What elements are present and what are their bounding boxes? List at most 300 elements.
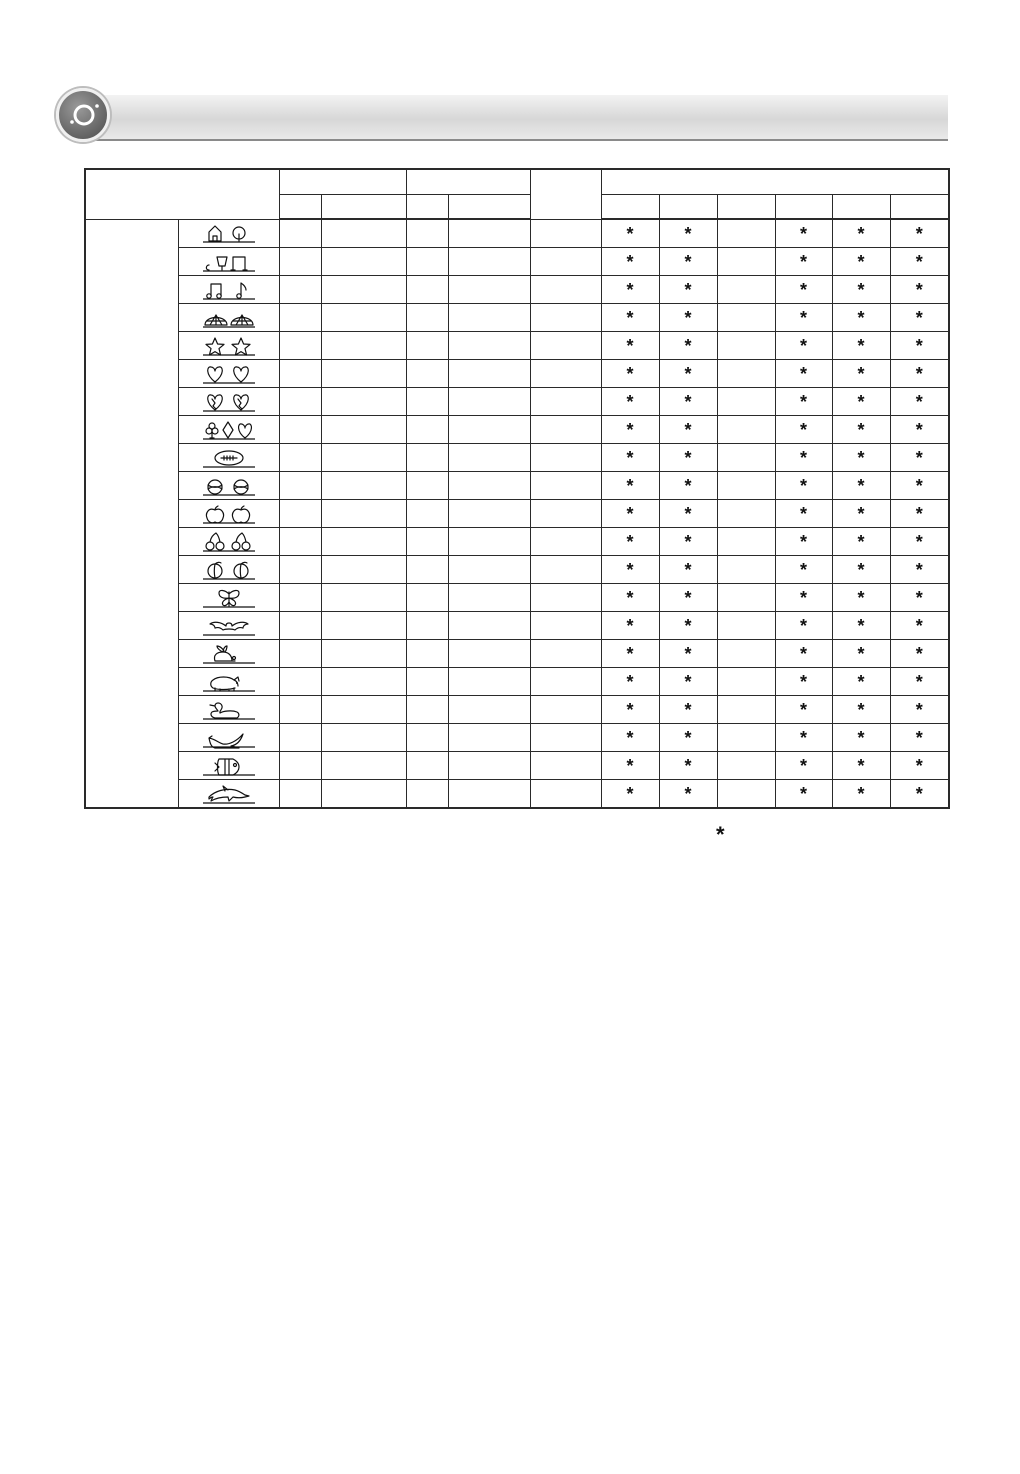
pig-icon <box>201 670 257 690</box>
star-mark: * <box>890 584 949 612</box>
star-mark: * <box>890 276 949 304</box>
star-mark: * <box>775 500 832 528</box>
star-mark: * <box>601 416 659 444</box>
table-row <box>85 444 949 472</box>
empty-cell <box>448 780 530 809</box>
star-mark: * <box>890 332 949 360</box>
table-row <box>85 388 949 416</box>
star-mark: * <box>890 388 949 416</box>
star-mark: * <box>659 332 717 360</box>
star-mark: * <box>832 388 890 416</box>
hearts-icon <box>201 362 257 382</box>
star-mark: * <box>832 416 890 444</box>
star-mark: * <box>775 219 832 248</box>
empty-cell <box>321 752 406 780</box>
empty-cell <box>717 696 775 724</box>
empty-cell <box>530 612 601 640</box>
empty-cell <box>406 696 448 724</box>
header-bar <box>86 95 948 141</box>
star-mark: * <box>775 584 832 612</box>
header-cell <box>406 169 530 195</box>
empty-cell <box>448 304 530 332</box>
empty-cell <box>406 332 448 360</box>
star-mark: * <box>659 500 717 528</box>
star-mark: * <box>659 360 717 388</box>
symbol-cell <box>178 668 279 696</box>
empty-cell <box>717 668 775 696</box>
empty-cell <box>406 668 448 696</box>
star-mark: * <box>659 248 717 276</box>
empty-cell <box>448 668 530 696</box>
footnote-star: * <box>716 822 725 847</box>
empty-cell <box>448 332 530 360</box>
empty-cell <box>279 612 321 640</box>
empty-cell <box>321 304 406 332</box>
star-mark: * <box>832 584 890 612</box>
empty-cell <box>406 640 448 668</box>
empty-cell <box>321 248 406 276</box>
empty-cell <box>530 780 601 809</box>
empty-cell <box>321 416 406 444</box>
star-mark: * <box>832 668 890 696</box>
empty-cell <box>321 640 406 668</box>
star-mark: * <box>659 556 717 584</box>
symbol-cell <box>178 332 279 360</box>
star-mark: * <box>601 584 659 612</box>
empty-cell <box>448 528 530 556</box>
empty-cell <box>448 416 530 444</box>
star-mark: * <box>601 696 659 724</box>
empty-cell <box>530 584 601 612</box>
star-mark: * <box>775 752 832 780</box>
empty-cell <box>406 612 448 640</box>
empty-cell <box>717 556 775 584</box>
empty-cell <box>279 444 321 472</box>
empty-cell <box>406 248 448 276</box>
empty-cell <box>406 219 448 248</box>
star-mark: * <box>601 248 659 276</box>
star-mark: * <box>890 528 949 556</box>
table-row <box>85 612 949 640</box>
star-mark: * <box>775 640 832 668</box>
star-mark: * <box>775 780 832 809</box>
star-mark: * <box>775 472 832 500</box>
empty-cell <box>530 416 601 444</box>
star-mark: * <box>659 752 717 780</box>
star-mark: * <box>601 360 659 388</box>
star-mark: * <box>775 360 832 388</box>
star-mark: * <box>659 696 717 724</box>
empty-cell <box>530 556 601 584</box>
empty-cell <box>717 444 775 472</box>
star-mark: * <box>775 416 832 444</box>
empty-cell <box>279 584 321 612</box>
category-cell <box>85 219 178 808</box>
empty-cell <box>717 219 775 248</box>
subheader-cell <box>717 195 775 220</box>
star-mark: * <box>659 668 717 696</box>
star-mark: * <box>775 248 832 276</box>
empty-cell <box>717 500 775 528</box>
symbol-cell <box>178 416 279 444</box>
empty-cell <box>406 584 448 612</box>
symbol-cell <box>178 696 279 724</box>
star-mark: * <box>601 304 659 332</box>
empty-cell <box>279 528 321 556</box>
house-tree-icon <box>201 222 257 242</box>
empty-cell <box>448 388 530 416</box>
empty-cell <box>717 612 775 640</box>
star-mark: * <box>890 724 949 752</box>
symbol-cell <box>178 444 279 472</box>
empty-cell <box>321 500 406 528</box>
empty-cell <box>279 696 321 724</box>
empty-cell <box>406 304 448 332</box>
star-mark: * <box>890 696 949 724</box>
symbol-cell <box>178 472 279 500</box>
star-mark: * <box>601 668 659 696</box>
empty-cell <box>279 332 321 360</box>
symbol-cell <box>178 219 279 248</box>
symbol-cell <box>178 360 279 388</box>
star-mark: * <box>890 472 949 500</box>
star-mark: * <box>601 472 659 500</box>
empty-cell <box>530 668 601 696</box>
empty-cell <box>717 304 775 332</box>
symbol-table <box>84 168 950 809</box>
empty-cell <box>321 528 406 556</box>
empty-cell <box>530 444 601 472</box>
star-mark: * <box>659 219 717 248</box>
star-mark: * <box>832 500 890 528</box>
symbol-cell <box>178 612 279 640</box>
star-mark: * <box>775 444 832 472</box>
empty-cell <box>279 304 321 332</box>
empty-cell <box>406 444 448 472</box>
empty-cell <box>448 724 530 752</box>
empty-cell <box>448 612 530 640</box>
empty-cell <box>279 640 321 668</box>
star-mark: * <box>890 556 949 584</box>
star-mark: * <box>832 332 890 360</box>
symbol-cell <box>178 584 279 612</box>
table-row <box>85 219 949 248</box>
table-row <box>85 472 949 500</box>
header-row-1 <box>85 169 949 195</box>
empty-cell <box>530 752 601 780</box>
table-row <box>85 248 949 276</box>
broken-hearts-icon <box>201 390 257 410</box>
star-mark: * <box>832 248 890 276</box>
empty-cell <box>530 360 601 388</box>
duck-icon <box>201 698 257 718</box>
empty-cell <box>448 219 530 248</box>
star-mark: * <box>890 668 949 696</box>
empty-cell <box>717 640 775 668</box>
empty-cell <box>406 556 448 584</box>
symbol-cell <box>178 304 279 332</box>
table-row <box>85 668 949 696</box>
star-mark: * <box>775 696 832 724</box>
empty-cell <box>530 388 601 416</box>
table-row <box>85 752 949 780</box>
star-mark: * <box>832 696 890 724</box>
table-row <box>85 640 949 668</box>
subheader-cell <box>775 195 832 220</box>
star-mark: * <box>832 472 890 500</box>
empty-cell <box>530 724 601 752</box>
empty-cell <box>530 276 601 304</box>
empty-cell <box>279 248 321 276</box>
bird-icon <box>201 726 257 746</box>
star-mark: * <box>890 360 949 388</box>
star-mark: * <box>659 724 717 752</box>
empty-cell <box>530 500 601 528</box>
table-row <box>85 528 949 556</box>
rabbit-icon <box>201 642 257 662</box>
empty-cell <box>448 640 530 668</box>
cups-icon <box>201 250 257 270</box>
empty-cell <box>321 556 406 584</box>
football-icon <box>201 446 257 466</box>
table-row <box>85 360 949 388</box>
empty-cell <box>530 219 601 248</box>
star-mark: * <box>775 668 832 696</box>
stars-icon <box>201 334 257 354</box>
symbol-cell <box>178 640 279 668</box>
empty-cell <box>321 780 406 809</box>
empty-cell <box>321 219 406 248</box>
star-mark: * <box>890 500 949 528</box>
subheader-cell <box>890 195 949 220</box>
header-cell <box>530 169 601 219</box>
star-mark: * <box>601 724 659 752</box>
empty-cell <box>279 668 321 696</box>
empty-cell <box>279 360 321 388</box>
empty-cell <box>448 696 530 724</box>
empty-cell <box>321 444 406 472</box>
star-mark: * <box>775 388 832 416</box>
subheader-cell <box>659 195 717 220</box>
empty-cell <box>448 248 530 276</box>
empty-cell <box>530 472 601 500</box>
star-mark: * <box>775 612 832 640</box>
subheader-cell <box>601 195 659 220</box>
header-cell <box>279 169 406 195</box>
empty-cell <box>321 612 406 640</box>
star-mark: * <box>601 528 659 556</box>
section-header <box>56 88 948 142</box>
star-mark: * <box>832 219 890 248</box>
symbol-cell <box>178 752 279 780</box>
bat-icon <box>201 614 257 634</box>
empty-cell <box>717 248 775 276</box>
star-mark: * <box>890 612 949 640</box>
empty-cell <box>279 500 321 528</box>
empty-cell <box>717 276 775 304</box>
empty-cell <box>717 528 775 556</box>
star-mark: * <box>659 472 717 500</box>
star-mark: * <box>890 640 949 668</box>
empty-cell <box>279 276 321 304</box>
empty-cell <box>406 416 448 444</box>
empty-cell <box>321 276 406 304</box>
star-mark: * <box>832 304 890 332</box>
star-mark: * <box>601 500 659 528</box>
empty-cell <box>717 360 775 388</box>
star-mark: * <box>832 612 890 640</box>
fish-icon <box>201 754 257 774</box>
empty-cell <box>448 500 530 528</box>
empty-cell <box>717 388 775 416</box>
subheader-cell <box>406 195 448 220</box>
empty-cell <box>406 500 448 528</box>
cherries-icon <box>201 530 257 550</box>
star-mark: * <box>659 780 717 809</box>
star-mark: * <box>659 304 717 332</box>
empty-cell <box>321 360 406 388</box>
empty-cell <box>448 444 530 472</box>
symbol-cell <box>178 528 279 556</box>
empty-cell <box>279 556 321 584</box>
star-mark: * <box>890 219 949 248</box>
star-mark: * <box>832 360 890 388</box>
symbol-cell <box>178 556 279 584</box>
empty-cell <box>717 416 775 444</box>
header-cell <box>601 169 949 195</box>
star-mark: * <box>601 752 659 780</box>
butterfly-icon <box>201 586 257 606</box>
shells-icon <box>201 306 257 326</box>
star-mark: * <box>832 640 890 668</box>
empty-cell <box>406 780 448 809</box>
symbol-cell <box>178 248 279 276</box>
star-mark: * <box>659 388 717 416</box>
empty-cell <box>717 752 775 780</box>
empty-cell <box>321 472 406 500</box>
table-row <box>85 500 949 528</box>
star-mark: * <box>601 388 659 416</box>
table-row <box>85 332 949 360</box>
star-mark: * <box>890 752 949 780</box>
empty-cell <box>279 219 321 248</box>
empty-cell <box>406 752 448 780</box>
symbol-cell <box>178 276 279 304</box>
subheader-cell <box>448 195 530 220</box>
empty-cell <box>717 472 775 500</box>
table-row <box>85 416 949 444</box>
star-mark: * <box>775 528 832 556</box>
empty-cell <box>406 276 448 304</box>
empty-cell <box>530 304 601 332</box>
empty-cell <box>279 388 321 416</box>
empty-cell <box>448 276 530 304</box>
table-row <box>85 304 949 332</box>
star-mark: * <box>832 444 890 472</box>
empty-cell <box>406 388 448 416</box>
star-mark: * <box>601 332 659 360</box>
star-mark: * <box>890 780 949 809</box>
empty-cell <box>321 584 406 612</box>
empty-cell <box>530 696 601 724</box>
empty-cell <box>406 724 448 752</box>
empty-cell <box>448 752 530 780</box>
star-mark: * <box>775 276 832 304</box>
star-mark: * <box>659 584 717 612</box>
symbol-cell <box>178 388 279 416</box>
star-mark: * <box>601 444 659 472</box>
empty-cell <box>530 248 601 276</box>
empty-cell <box>321 724 406 752</box>
empty-cell <box>717 584 775 612</box>
star-mark: * <box>601 276 659 304</box>
empty-cell <box>406 360 448 388</box>
star-mark: * <box>601 780 659 809</box>
empty-cell <box>321 332 406 360</box>
peaches-icon <box>201 558 257 578</box>
table-row <box>85 584 949 612</box>
empty-cell <box>530 640 601 668</box>
star-mark: * <box>890 444 949 472</box>
empty-cell <box>717 332 775 360</box>
empty-cell <box>406 528 448 556</box>
empty-cell <box>530 332 601 360</box>
star-mark: * <box>775 556 832 584</box>
star-mark: * <box>659 640 717 668</box>
empty-cell <box>279 416 321 444</box>
star-mark: * <box>832 752 890 780</box>
empty-cell <box>448 472 530 500</box>
star-mark: * <box>832 528 890 556</box>
table-row <box>85 276 949 304</box>
empty-cell <box>717 724 775 752</box>
empty-cell <box>279 780 321 809</box>
table-row <box>85 556 949 584</box>
star-mark: * <box>832 780 890 809</box>
empty-cell <box>321 668 406 696</box>
star-mark: * <box>832 556 890 584</box>
subheader-cell <box>832 195 890 220</box>
header-cell <box>85 169 279 219</box>
empty-cell <box>406 472 448 500</box>
empty-cell <box>321 388 406 416</box>
star-mark: * <box>890 304 949 332</box>
symbol-cell <box>178 724 279 752</box>
subheader-cell <box>279 195 321 220</box>
star-mark: * <box>659 416 717 444</box>
symbol-cell <box>178 780 279 809</box>
star-mark: * <box>601 612 659 640</box>
star-mark: * <box>775 304 832 332</box>
star-mark: * <box>659 276 717 304</box>
star-mark: * <box>659 444 717 472</box>
empty-cell <box>448 556 530 584</box>
star-mark: * <box>601 556 659 584</box>
empty-cell <box>530 528 601 556</box>
empty-cell <box>448 584 530 612</box>
star-mark: * <box>890 248 949 276</box>
empty-cell <box>279 724 321 752</box>
subheader-cell <box>321 195 406 220</box>
symbol-cell <box>178 500 279 528</box>
star-mark: * <box>775 724 832 752</box>
tennis-balls-icon <box>201 474 257 494</box>
star-mark: * <box>832 276 890 304</box>
star-mark: * <box>890 416 949 444</box>
table-row <box>85 724 949 752</box>
star-mark: * <box>832 724 890 752</box>
empty-cell <box>717 780 775 809</box>
